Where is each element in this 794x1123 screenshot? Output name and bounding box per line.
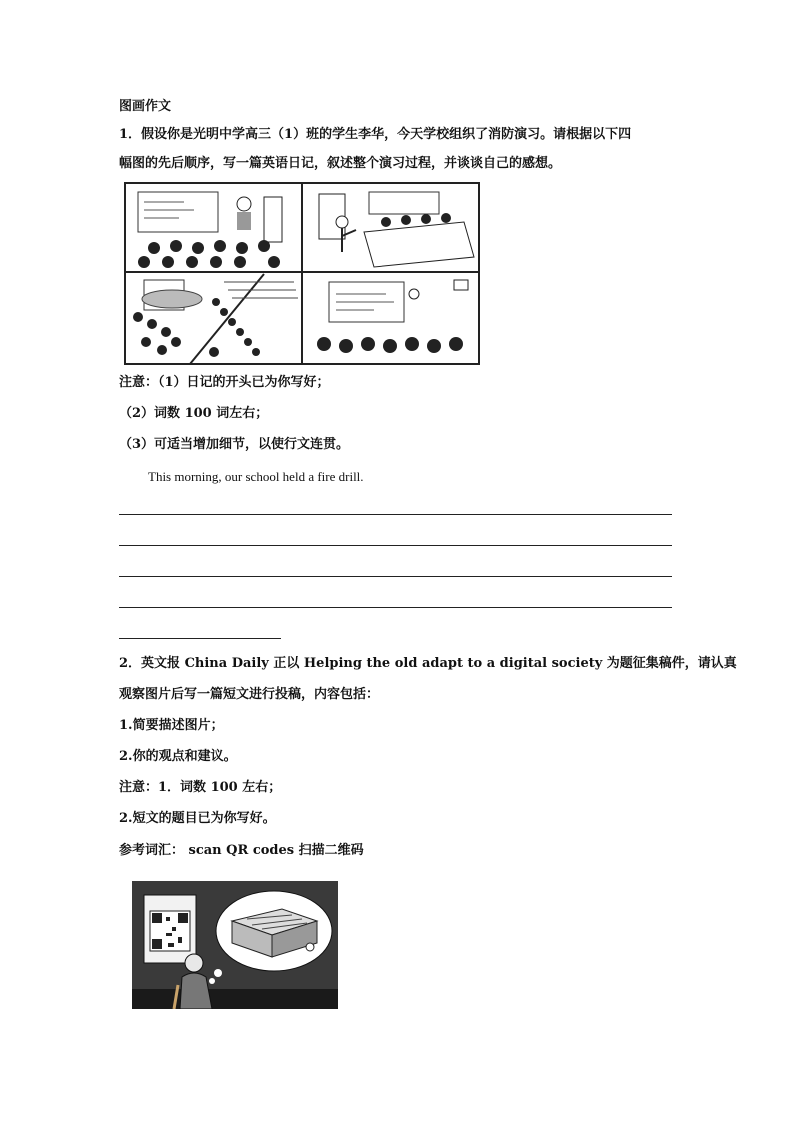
q1-prompt-line-2: 幅图的先后顺序，写一篇英语日记，叙述整个演习过程，并谈谈自己的感想。 xyxy=(119,156,562,171)
q1-note-3: （3）可适当增加细节，以使行文连贯。 xyxy=(119,437,350,452)
diary-opening: This morning, our school held a fire drill. xyxy=(148,469,364,484)
q2-item-1: 1.简要描述图片； xyxy=(119,718,224,733)
qr-code-cartoon xyxy=(132,881,338,1009)
q1-note-2: （2）词数 100 词左右； xyxy=(119,406,269,421)
q2-prompt-line-2: 观察图片后写一篇短文进行投稿，内容包括： xyxy=(119,687,380,702)
writing-line xyxy=(119,545,672,546)
section-title: 图画作文 xyxy=(119,99,172,114)
q2-note-2: 2.短文的题目已为你写好。 xyxy=(119,811,276,826)
writing-line xyxy=(119,607,672,608)
writing-line xyxy=(119,514,672,515)
writing-line-short xyxy=(119,638,281,639)
q2-note-1: 注意：1．词数 100 左右； xyxy=(119,780,282,795)
q2-item-2: 2.你的观点和建议。 xyxy=(119,749,237,764)
q2-vocab: 参考词汇： scan QR codes 扫描二维码 xyxy=(119,843,364,858)
q1-note-1: 注意：（1）日记的开头已为你写好； xyxy=(119,375,330,390)
q1-prompt-line-1: 1．假设你是光明中学高三（1）班的学生李华，今天学校组织了消防演习。请根据以下四 xyxy=(119,127,632,142)
writing-line xyxy=(119,576,672,577)
q2-prompt-line-1: 2．英文报 China Daily 正以 Helping the old adapt to a digital society 为题征集稿件，请认真 xyxy=(119,656,737,671)
fire-drill-illustration xyxy=(124,182,480,365)
